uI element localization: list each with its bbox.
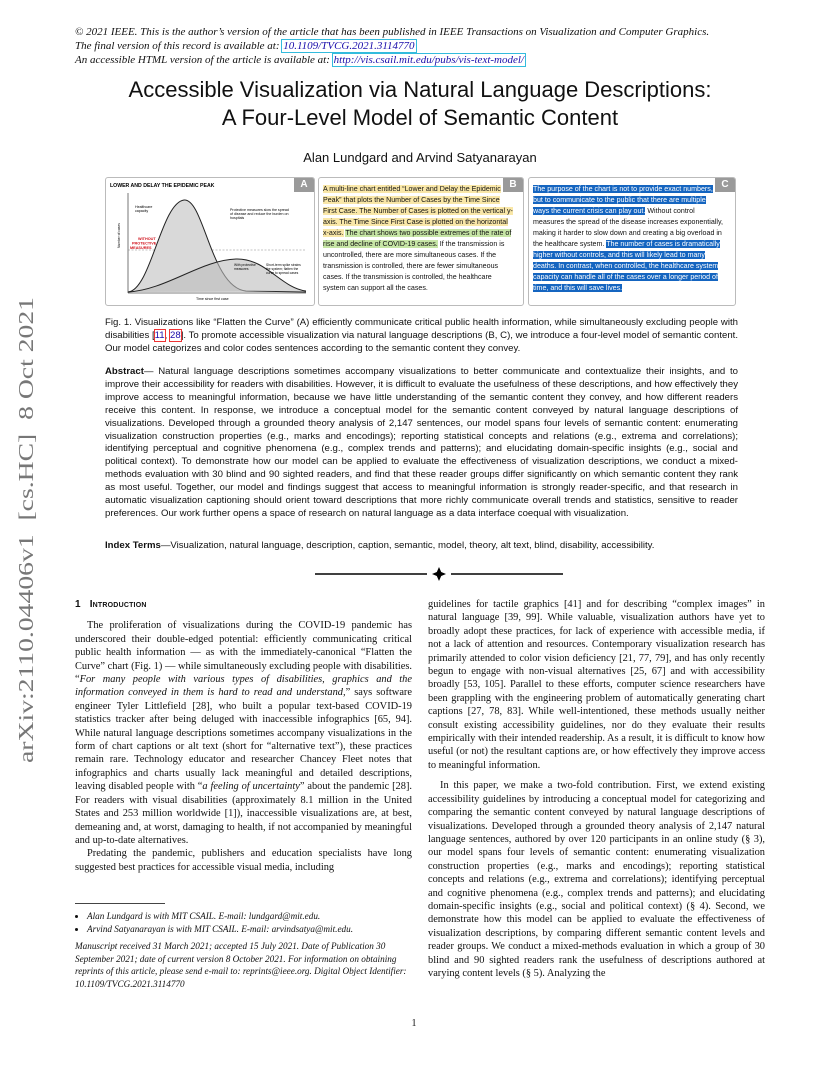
separator-ornament: [315, 565, 563, 583]
citation-link[interactable]: 78: [489, 706, 500, 718]
copyright-line: © 2021 IEEE. This is the author’s version of the article that has been published in IEEE Transactions on Visualization and Computer Graphics.: [75, 26, 710, 38]
html-version-link[interactable]: http://vis.csail.mit.edu/pubs/vis-text-model/: [333, 54, 524, 66]
figure-panel-c: [528, 177, 736, 306]
panel-b-description: [323, 184, 513, 294]
body-text: ,: [481, 706, 490, 718]
citation-link[interactable]: 67: [651, 666, 663, 678]
right-paragraph-1: [428, 598, 765, 772]
index-terms-text: —Visualization, natural language, description, caption, semantic, model, theory, alt text, blind, disability, accessibility.: [160, 540, 655, 551]
citation-link[interactable]: 105: [484, 679, 500, 691]
body-text: ]), inaccessible visualizations are, at best, demeaning and, at worst, damaging to health, if not accompanied by meaningful and up-to-date alternatives.: [75, 808, 412, 846]
abstract-text: — Natural language descriptions sometimes accompany visualizations to better communicate and contextualize their insights, and to improve their accessibility for readers with disabilities. However, it is difficult to evaluate the usefulness of these descriptions, and how effectively they improve access to meaningful information, because we have little understanding of the semantic content they convey, and how different readers receive this content. In response, we introduce a conceptual model for the semantic content conveyed by natural language descriptions of visualizations. Developed through a grounded theory analysis of 2,147 sentences, our model spans four levels of semantic content: enumerating visualization construction properties (e.g., marks and encodings); reporting statistical concepts and relations (e.g., extrema and correlations); identifying perceptual and cognitive phenomena (e.g., complex trends and patterns); and elucidating domain-specific insights (e.g., social and political context). To demonstrate how our model can be applied to evaluate the effectiveness of visualization descriptions, we conduct a mixed-methods evaluation with 30 blind and 90 sighted readers, and find that these reader groups differ significantly on which semantic content they rank as most useful. Together, our model and findings suggest that access to meaningful information is strongly reader-specific, and that research in automatic visualization captioning should orient toward descriptions that more richly communicate overall trends and statistics, sensitive to reader preferences. Our work further opens a space of research on natural language as a data interface coequal with visualization.: [105, 366, 738, 519]
body-text: ]. For readers with visual disabilities (approximately 8.1 million in the United States and 253 million worldwide [: [75, 781, 412, 820]
body-text: ,: [499, 706, 508, 718]
arxiv-stamp-text: arXiv:2110.04406v1 [cs.HC] 8 Oct 2021: [14, 400, 38, 763]
citation-link[interactable]: 79: [654, 652, 666, 664]
body-text: The proliferation of visualizations during the: [87, 620, 299, 632]
figure-caption: Fig. 1. Visualizations like “Flatten the Curve” (A) efficiently communicate critical public health information, while simultaneously excluding people with disabilities [11, 28]. To promote accessible visualization via natural language descriptions (B, C), we introduce a four-level model of semantic content. Our model categorizes and color codes sentences according to the semantic content they convey.: [105, 317, 738, 354]
label-without: WITHOUT PROTECTIVE MEASURES: [130, 237, 157, 250]
panel-a-badge: A: [294, 178, 314, 192]
citation-link[interactable]: 1: [228, 808, 234, 820]
panel-b-level3-sentence: If the transmission is uncontrolled, there are more simultaneous cases. If the transmission is controlled, there are fewer simultaneous cases. If the transmission is controlled, the healthcare system can support all the cases.: [323, 240, 505, 292]
body-text: ], who built a popular text-based: [206, 700, 366, 712]
footnotes: [75, 910, 412, 991]
footnote-author-1: • Alan Lundgard is with MIT CSAIL. E-mail: lundgard@mit.edu.: [87, 910, 412, 923]
footnote-author-2: • Arvind Satyanarayan is with MIT CSAIL. E-mail: arvindsatya@mit.edu.: [87, 923, 412, 936]
body-text: ]. While natural language descriptions sometimes accompany visualizations in the form of chart captions or alt text (short for “alternative text”), these practices remain rare. Technology educator and researcher Chancey Fleet notes that infographics and charts usually lack meaningful and detailed descriptions, leaving disabled people with “: [75, 714, 413, 793]
smallcaps-text: COVID-19: [298, 620, 346, 632]
body-text: ). Analyzing the: [538, 967, 606, 979]
label-with: With protective measures: [234, 263, 256, 271]
arxiv-stamp-svg: [10, 295, 40, 765]
body-text: ,: [632, 652, 639, 664]
panel-c-level4-sentence-2: The number of cases is dramatically higher without controls, and this will likely lead to many deaths. In contrast, when controlled, the healthcare system capacity can handle all of the cases over a longer period of time, and this will save lives.: [533, 240, 720, 292]
citation-link[interactable]: 77: [638, 652, 650, 664]
smallcaps-text: COVID-19: [365, 700, 413, 712]
index-terms-label: Index Terms: [105, 540, 161, 551]
citation-link[interactable]: 28: [395, 781, 406, 793]
section-heading: 1 Introduction: [75, 599, 147, 610]
body-text: ]. While well-intentioned, these methods usually neither consult existing accessibility guidelines, nor do they evaluate their results empirically with their intended readership. As a result, it is difficult to know how useful (or not) the resultant captions are, or how effectively they improve access to meaningful information.: [428, 706, 766, 771]
final-version-line: The final version of this record is available at: 10.1109/TVCG.2021.3114770: [75, 40, 415, 52]
label-short: Short-term spike strains the system; flatten the curve to spread cases: [266, 263, 301, 275]
body-text: ] and for describing “complex images” in natural language [: [428, 599, 766, 624]
body-text: ]. Parallel to these efforts, computer science researchers have been grappling with the engineering problem of automatically generating chart captions [: [428, 679, 765, 718]
citation-link[interactable]: 21: [622, 652, 633, 664]
intro-paragraph-2: Predating the pandemic, publishers and education specialists have long suggested best practices for accessible visual media, including: [75, 848, 412, 873]
citation-link[interactable]: 4: [699, 900, 705, 912]
intro-paragraph-1: [75, 619, 412, 847]
citation-link[interactable]: 3: [753, 833, 759, 845]
body-text: ), our model spans four levels of semantic content: enumerating visualization construction properties (e.g., marks and encodings); reporting statistical concepts and relations (e.g., extrema and correlations); identifying perceptual and cognitive phenomena (e.g., complex trends and patterns); and elucidating domain-specific insights (e.g., social and political context) (§: [428, 833, 765, 912]
citation-link[interactable]: 11: [154, 330, 165, 341]
body-text: pandemic has underscored their double-edged potential: efficiently communicating critical public health information — as with the immediately-canonical “Flatten the Curve” chart (Fig.: [75, 620, 412, 672]
y-axis-label: Number of cases: [117, 223, 121, 248]
panel-b-badge: B: [503, 178, 523, 192]
right-paragraph-2: [428, 779, 765, 980]
body-text: ], and has only recently begun to engage with non-visual alternatives [: [428, 652, 765, 678]
body-text: guidelines for tactile graphics [: [428, 599, 568, 610]
figure-panel-b: [318, 177, 524, 306]
body-text: ] and with accessibility broadly [: [428, 666, 766, 691]
copyright-header: [75, 25, 775, 67]
body-text: ). Second, we demonstrate how this model can be applied to evaluate the effectiveness of visualization descriptions, by comparing different semantic content levels and reader groups. We conduct a mixed-methods evaluation in which a group of 30 blind and 90 sighted readers rank the usefulness of descriptions authored at varying content levels (§: [428, 900, 765, 979]
abstract: [105, 366, 738, 521]
section-separator: [315, 565, 563, 583]
manuscript-note: Manuscript received 31 March 2021; accepted 15 July 2021. Date of Publication 30 September 2021; date of current version 8 October 2021. For information on obtaining reprints of this article, please send e-mail to: reprints@ieee.org. Digital Object Identifier: 10.1109/TVCG.2021.3114770: [75, 941, 407, 989]
figure-panel-a: [105, 177, 315, 306]
citation-link[interactable]: 83: [507, 706, 518, 718]
body-text: ” about the pandemic [: [299, 781, 396, 793]
label-healthcare: Healthcare capacity: [135, 205, 153, 213]
panel-c-description: [533, 184, 723, 294]
citation-link[interactable]: 94: [395, 714, 406, 726]
doi-link[interactable]: 10.1109/TVCG.2021.3114770: [283, 40, 415, 52]
authors: Alan Lundgard and Arvind Satyanarayan: [303, 150, 537, 165]
panel-b-level2-sentence: The chart shows two possible extremes of the rate of rise and decline of COVID-19 cases.: [323, 229, 512, 248]
panel-c-level4-sentence: The purpose of the chart is not to provide exact numbers, but to communicate to the public that there are multiple ways the current crisis can play out.: [533, 185, 713, 215]
x-axis-label: Time since first case: [196, 297, 229, 301]
citation-link[interactable]: 1: [153, 660, 159, 672]
paper-title: [60, 76, 780, 132]
citation-link[interactable]: 41: [567, 599, 578, 610]
panel-c-badge: C: [715, 178, 735, 192]
body-text: ,: [477, 679, 485, 691]
footnote-rule: [75, 903, 165, 904]
panel-b-level1-sentence: A multi-line chart entitled “Lower and Delay the Epidemic Peak” that plots the Number of Cases by the Time Since First Case. The Number of Cases is plotted on the vertical y-axis. The Time Since First Case is plotted on the horizontal x-axis.: [323, 185, 513, 237]
body-text: statistics tracker after being deluged with inaccessible infographics [: [75, 714, 378, 726]
flatten-curve-chart: [106, 178, 314, 305]
citation-link[interactable]: 65: [377, 714, 389, 726]
body-text: ,: [518, 612, 527, 624]
index-terms: [105, 540, 738, 551]
label-protective: Protective measures slow the spread of disease and reduce the burden on hospitals: [230, 208, 289, 220]
citation-link[interactable]: 99: [526, 612, 537, 624]
arxiv-stamp: [10, 295, 40, 765]
title-line-2: A Four-Level Model of Semantic Content: [221, 105, 619, 130]
quoted-text: For many people with various types of disabilities, graphics and the information conveyed in them is hard to read and understand,: [75, 674, 412, 699]
quoted-text: a feeling of uncertainty: [202, 781, 300, 793]
citation-link[interactable]: 27: [471, 706, 482, 718]
body-text: ,: [388, 714, 396, 726]
panel-c-level3-sentence: Without control measures the spread of the disease increases exponentially, making it harder to slow down and creating a big overload in the healthcare system.: [533, 207, 723, 248]
body-text: ,: [649, 652, 655, 664]
body-text: ,: [644, 666, 652, 678]
left-column: [75, 598, 412, 874]
citation-link[interactable]: 25: [633, 666, 645, 678]
body-text: In this paper, we make a two-fold contribution. First, we extend existing accessibility guidelines by introducing a conceptual model for categorizing and comparing the semantic content conveyed by natural language descriptions of visualizations. Developed through a grounded theory analysis of 2,147 natural language sentences, authored by over 120 participants in an online study (§: [428, 780, 765, 845]
citation-link[interactable]: 53: [467, 679, 478, 691]
chart-title: LOWER AND DELAY THE EPIDEMIC PEAK: [110, 183, 215, 189]
right-column: [428, 598, 765, 980]
title-line-1: Accessible Visualization via Natural Language Descriptions:: [128, 77, 712, 102]
body-text: ]. While valuable, visualization authors have yet to broadly adopt these practices, for lack of experience with accessible media, if not a lack of attention and resources. Contemporary visualization research has primarily attended to color vision deficiency [: [428, 612, 765, 664]
citation-link[interactable]: 5: [533, 967, 539, 979]
page-number: 1: [411, 1018, 417, 1029]
body-text: ” says software engineer Tyler Littlefield [: [75, 687, 412, 712]
citation-link[interactable]: 28: [195, 700, 207, 712]
citation-link[interactable]: 39: [507, 612, 519, 624]
abstract-label: Abstract: [105, 366, 144, 377]
html-version-line: An accessible HTML version of the article is available at: http://vis.csail.mit.edu/pubs/vis-text-model/: [75, 54, 524, 66]
body-text: ) — while simultaneously excluding people with disabilities. “: [75, 660, 412, 686]
citation-link[interactable]: 28: [170, 330, 181, 341]
